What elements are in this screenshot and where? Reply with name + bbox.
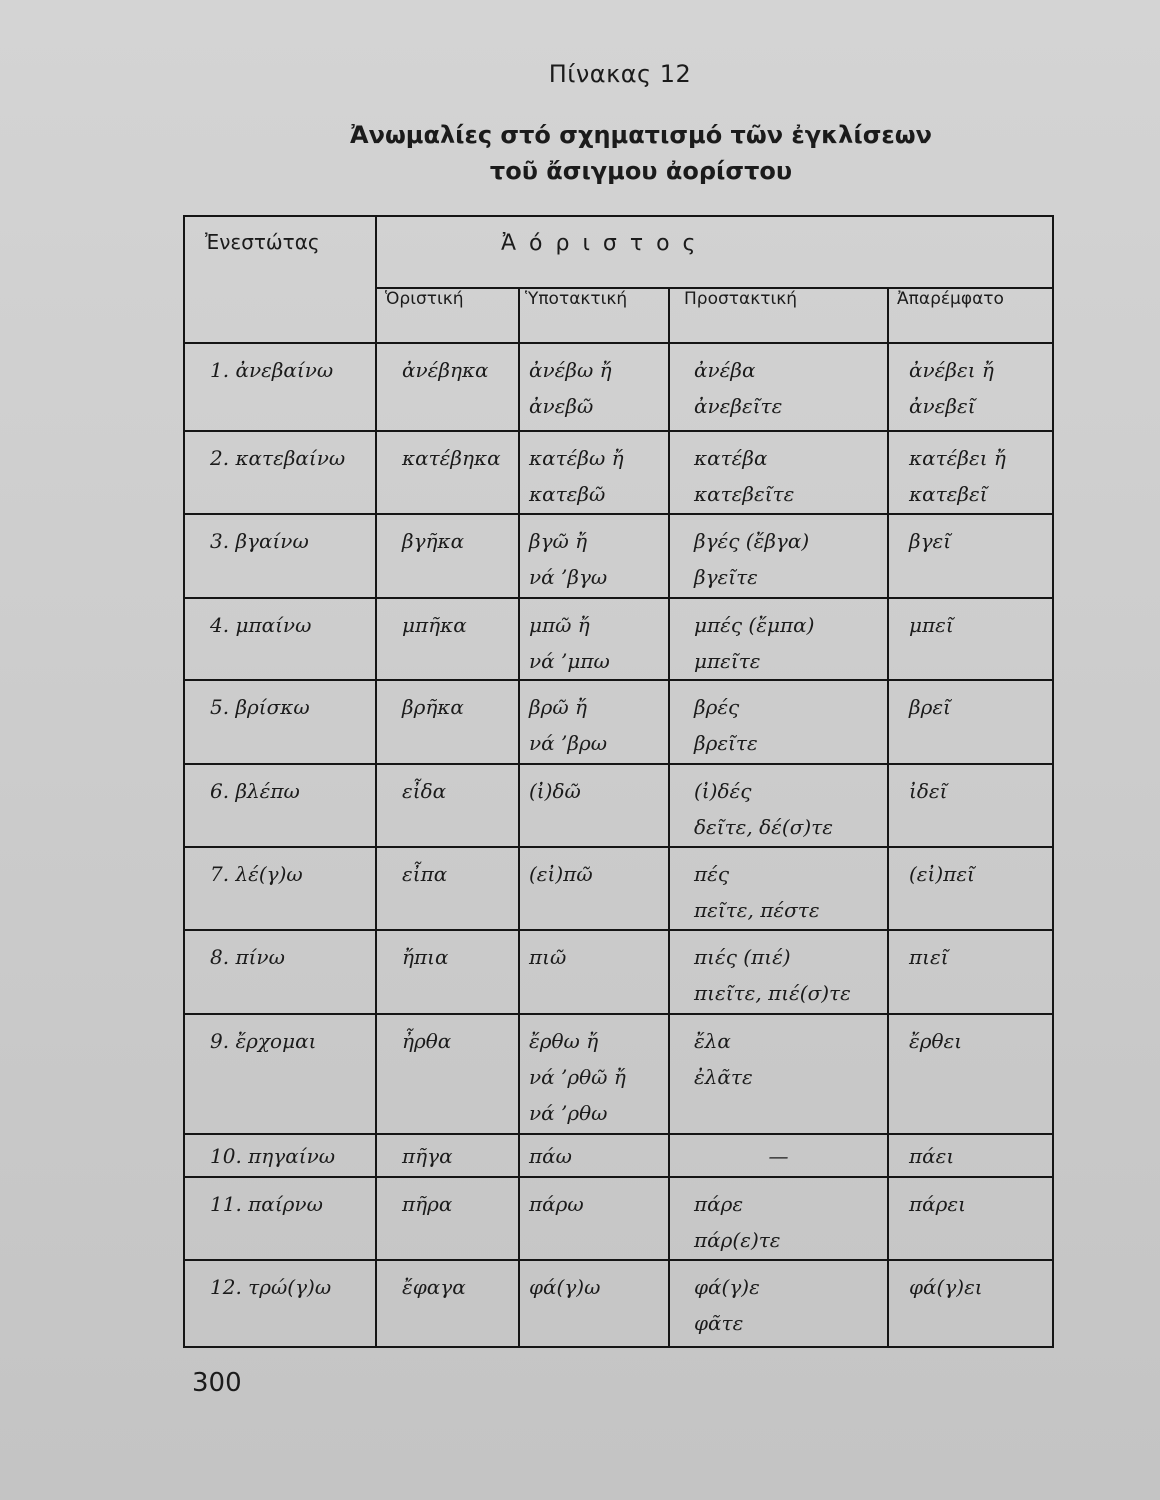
cell-text: φᾶτε (694, 1311, 744, 1335)
cell-text: 6. βλέπω (210, 779, 300, 803)
present-cell (184, 1177, 376, 1260)
table-row (184, 764, 1053, 847)
imperative-cell (669, 680, 888, 764)
subjunctive-cell (519, 343, 669, 431)
subjunctive-cell (519, 764, 669, 847)
cell-text: 11. παίρνω (210, 1192, 323, 1216)
table-row (184, 598, 1053, 680)
cell-text: (εἰ)πεῖ (909, 862, 975, 886)
present-cell (184, 598, 376, 680)
present-cell (184, 431, 376, 514)
cell-text: ἀνεβεῖ (909, 394, 976, 418)
cell-text: 7. λέ(γ)ω (210, 862, 303, 886)
infinitive-cell (888, 930, 1053, 1014)
cell-text: ἔρθει (909, 1029, 963, 1053)
page-number: 300 (192, 1368, 242, 1398)
present-cell (184, 847, 376, 930)
cell-text: 9. ἔρχομαι (210, 1029, 317, 1053)
cell-text: πῆγα (402, 1144, 453, 1168)
cell-text: ἔλα (694, 1029, 731, 1053)
indicative-header: Ὁριστική (376, 288, 519, 343)
indicative-cell (376, 343, 519, 431)
present-cell (184, 1014, 376, 1134)
present-cell (184, 1134, 376, 1177)
imperative-cell (669, 847, 888, 930)
cell-text: κατέβηκα (402, 446, 501, 470)
cell-text: 2. κατεβαίνω (210, 446, 346, 470)
subjunctive-cell (519, 1014, 669, 1134)
table-row (184, 343, 1053, 431)
subjunctive-cell (519, 431, 669, 514)
indicative-cell (376, 847, 519, 930)
cell-text: φά(γ)ε (694, 1275, 760, 1299)
imperative-cell (669, 1260, 888, 1347)
cell-text: βρῆκα (402, 695, 464, 719)
indicative-cell (376, 598, 519, 680)
cell-text: ἐλᾶτε (694, 1065, 753, 1089)
present-cell (184, 1260, 376, 1347)
infinitive-header: Ἀπαρέμφατο (888, 288, 1053, 343)
cell-text: πεῖτε, πέστε (694, 898, 820, 922)
cell-text: βγεῖτε (694, 565, 758, 589)
table-body (184, 343, 1053, 1347)
imperative-cell (669, 514, 888, 598)
indicative-cell (376, 514, 519, 598)
cell-text: πάρ(ε)τε (694, 1228, 781, 1252)
subjunctive-cell (519, 1260, 669, 1347)
cell-text: πάρω (529, 1192, 584, 1216)
infinitive-cell (888, 1134, 1053, 1177)
cell-text: νά ’βρω (529, 731, 608, 755)
table-row (184, 431, 1053, 514)
present-cell (184, 343, 376, 431)
cell-text: πάρε (694, 1192, 744, 1216)
indicative-cell (376, 1177, 519, 1260)
cell-text: πάρει (909, 1192, 966, 1216)
cell-text: κατέβω ἤ (529, 446, 624, 470)
cell-text: φά(γ)ω (529, 1275, 601, 1299)
cell-text: 1. ἀνεβαίνω (210, 358, 334, 382)
cell-text: νά ’μπω (529, 649, 610, 673)
cell-text: ἦρθα (402, 1029, 452, 1053)
subjunctive-header: Ὑποτακτική (519, 288, 669, 343)
indicative-cell (376, 1014, 519, 1134)
title-line-1: Ἀνωμαλίες στό σχηματισμό τῶν ἐγκλίσεων (350, 121, 932, 149)
cell-text: κατεβεῖ (909, 482, 988, 506)
subjunctive-cell (519, 930, 669, 1014)
cell-text: βρεῖτε (694, 731, 758, 755)
cell-text: πάω (529, 1144, 572, 1168)
cell-text: ἀνέβα (694, 358, 756, 382)
cell-text: ἤπια (402, 945, 449, 969)
cell-text: κατέβει ἤ (909, 446, 1006, 470)
title-line-2: τοῦ ἄσιγμου ἀορίστου (489, 157, 793, 185)
indicative-cell (376, 764, 519, 847)
table-row (184, 1014, 1053, 1134)
cell-text: εἶδα (402, 779, 447, 803)
indicative-cell (376, 431, 519, 514)
cell-text: πιεῖ (909, 945, 949, 969)
infinitive-cell (888, 514, 1053, 598)
indicative-cell (376, 1134, 519, 1177)
cell-text: μπεῖ (909, 613, 954, 637)
page-title (291, 117, 991, 189)
cell-text: (ἰ)δές (694, 779, 752, 803)
cell-text: νά ’βγω (529, 565, 608, 589)
subjunctive-cell (519, 1177, 669, 1260)
imperative-cell (669, 930, 888, 1014)
cell-text: ἔρθω ἤ (529, 1029, 599, 1053)
cell-text: βγεῖ (909, 529, 952, 553)
imperative-cell (669, 343, 888, 431)
cell-text: μπές (ἔμπα) (694, 613, 815, 637)
cell-text: κατεβῶ (529, 482, 606, 506)
cell-text: ἀνέβει ἤ (909, 358, 994, 382)
cell-text: 4. μπαίνω (210, 613, 312, 637)
subjunctive-cell (519, 680, 669, 764)
cell-text: ἔφαγα (402, 1275, 466, 1299)
table-row (184, 847, 1053, 930)
infinitive-cell (888, 598, 1053, 680)
cell-text: ἰδεῖ (909, 779, 948, 803)
cell-text: ἀνέβηκα (402, 358, 489, 382)
cell-text: μπῶ ἤ (529, 613, 590, 637)
cell-text: (ἰ)δῶ (529, 779, 581, 803)
imperative-cell (669, 764, 888, 847)
table-row (184, 1134, 1053, 1177)
subjunctive-cell (519, 1134, 669, 1177)
aorist-header: Ἀ ό ρ ι σ τ ο ς (376, 216, 1053, 288)
table-row (184, 1177, 1053, 1260)
table-row (184, 1260, 1053, 1347)
infinitive-cell (888, 1260, 1053, 1347)
cell-text: — (768, 1144, 789, 1168)
imperative-cell (669, 1134, 888, 1177)
cell-text: εἶπα (402, 862, 448, 886)
cell-text: κατέβα (694, 446, 768, 470)
indicative-cell (376, 930, 519, 1014)
table-row (184, 930, 1053, 1014)
cell-text: 8. πίνω (210, 945, 285, 969)
present-cell (184, 930, 376, 1014)
cell-text: πῆρα (402, 1192, 453, 1216)
imperative-cell (669, 1177, 888, 1260)
infinitive-cell (888, 431, 1053, 514)
table-row (184, 514, 1053, 598)
cell-text: 5. βρίσκω (210, 695, 310, 719)
cell-text: ἀνεβεῖτε (694, 394, 783, 418)
cell-text: βγῶ ἤ (529, 529, 588, 553)
cell-text: μπεῖτε (694, 649, 761, 673)
cell-text: βγές (ἔβγα) (694, 529, 810, 553)
cell-text: 12. τρώ(γ)ω (210, 1275, 332, 1299)
infinitive-cell (888, 1014, 1053, 1134)
cell-text: μπῆκα (402, 613, 467, 637)
imperative-cell (669, 431, 888, 514)
subjunctive-cell (519, 598, 669, 680)
cell-text: βρές (694, 695, 740, 719)
imperative-header: Προστακτική (669, 288, 888, 343)
cell-text: κατεβεῖτε (694, 482, 795, 506)
infinitive-cell (888, 680, 1053, 764)
aorist-forms-table (183, 215, 1054, 1348)
cell-text: (εἰ)πῶ (529, 862, 593, 886)
infinitive-cell (888, 343, 1053, 431)
cell-text: φά(γ)ει (909, 1275, 983, 1299)
indicative-cell (376, 680, 519, 764)
indicative-cell (376, 1260, 519, 1347)
table-caption: Πίνακας 12 (548, 60, 692, 88)
cell-text: πάει (909, 1144, 955, 1168)
infinitive-cell (888, 764, 1053, 847)
cell-text: βρεῖ (909, 695, 951, 719)
cell-text: βγῆκα (402, 529, 465, 553)
present-cell (184, 680, 376, 764)
subjunctive-cell (519, 514, 669, 598)
subjunctive-cell (519, 847, 669, 930)
infinitive-cell (888, 1177, 1053, 1260)
present-cell (184, 514, 376, 598)
cell-text: νά ’ρθῶ ἤ (529, 1065, 626, 1089)
header-row-top (184, 216, 1053, 288)
cell-text: πιῶ (529, 945, 567, 969)
cell-text: 10. πηγαίνω (210, 1144, 336, 1168)
cell-text: πιές (πιέ) (694, 945, 791, 969)
present-header: Ἐνεστώτας (184, 216, 376, 343)
cell-text: ἀνεβῶ (529, 394, 594, 418)
imperative-cell (669, 598, 888, 680)
cell-text: 3. βγαίνω (210, 529, 309, 553)
cell-text: βρῶ ἤ (529, 695, 587, 719)
infinitive-cell (888, 847, 1053, 930)
imperative-cell (669, 1014, 888, 1134)
table-row (184, 680, 1053, 764)
cell-text: πιεῖτε, πιέ(σ)τε (694, 981, 851, 1005)
cell-text: δεῖτε, δέ(σ)τε (694, 815, 833, 839)
cell-text: ἀνέβω ἤ (529, 358, 612, 382)
cell-text: πές (694, 862, 730, 886)
present-cell (184, 764, 376, 847)
cell-text: νά ’ρθω (529, 1101, 608, 1125)
